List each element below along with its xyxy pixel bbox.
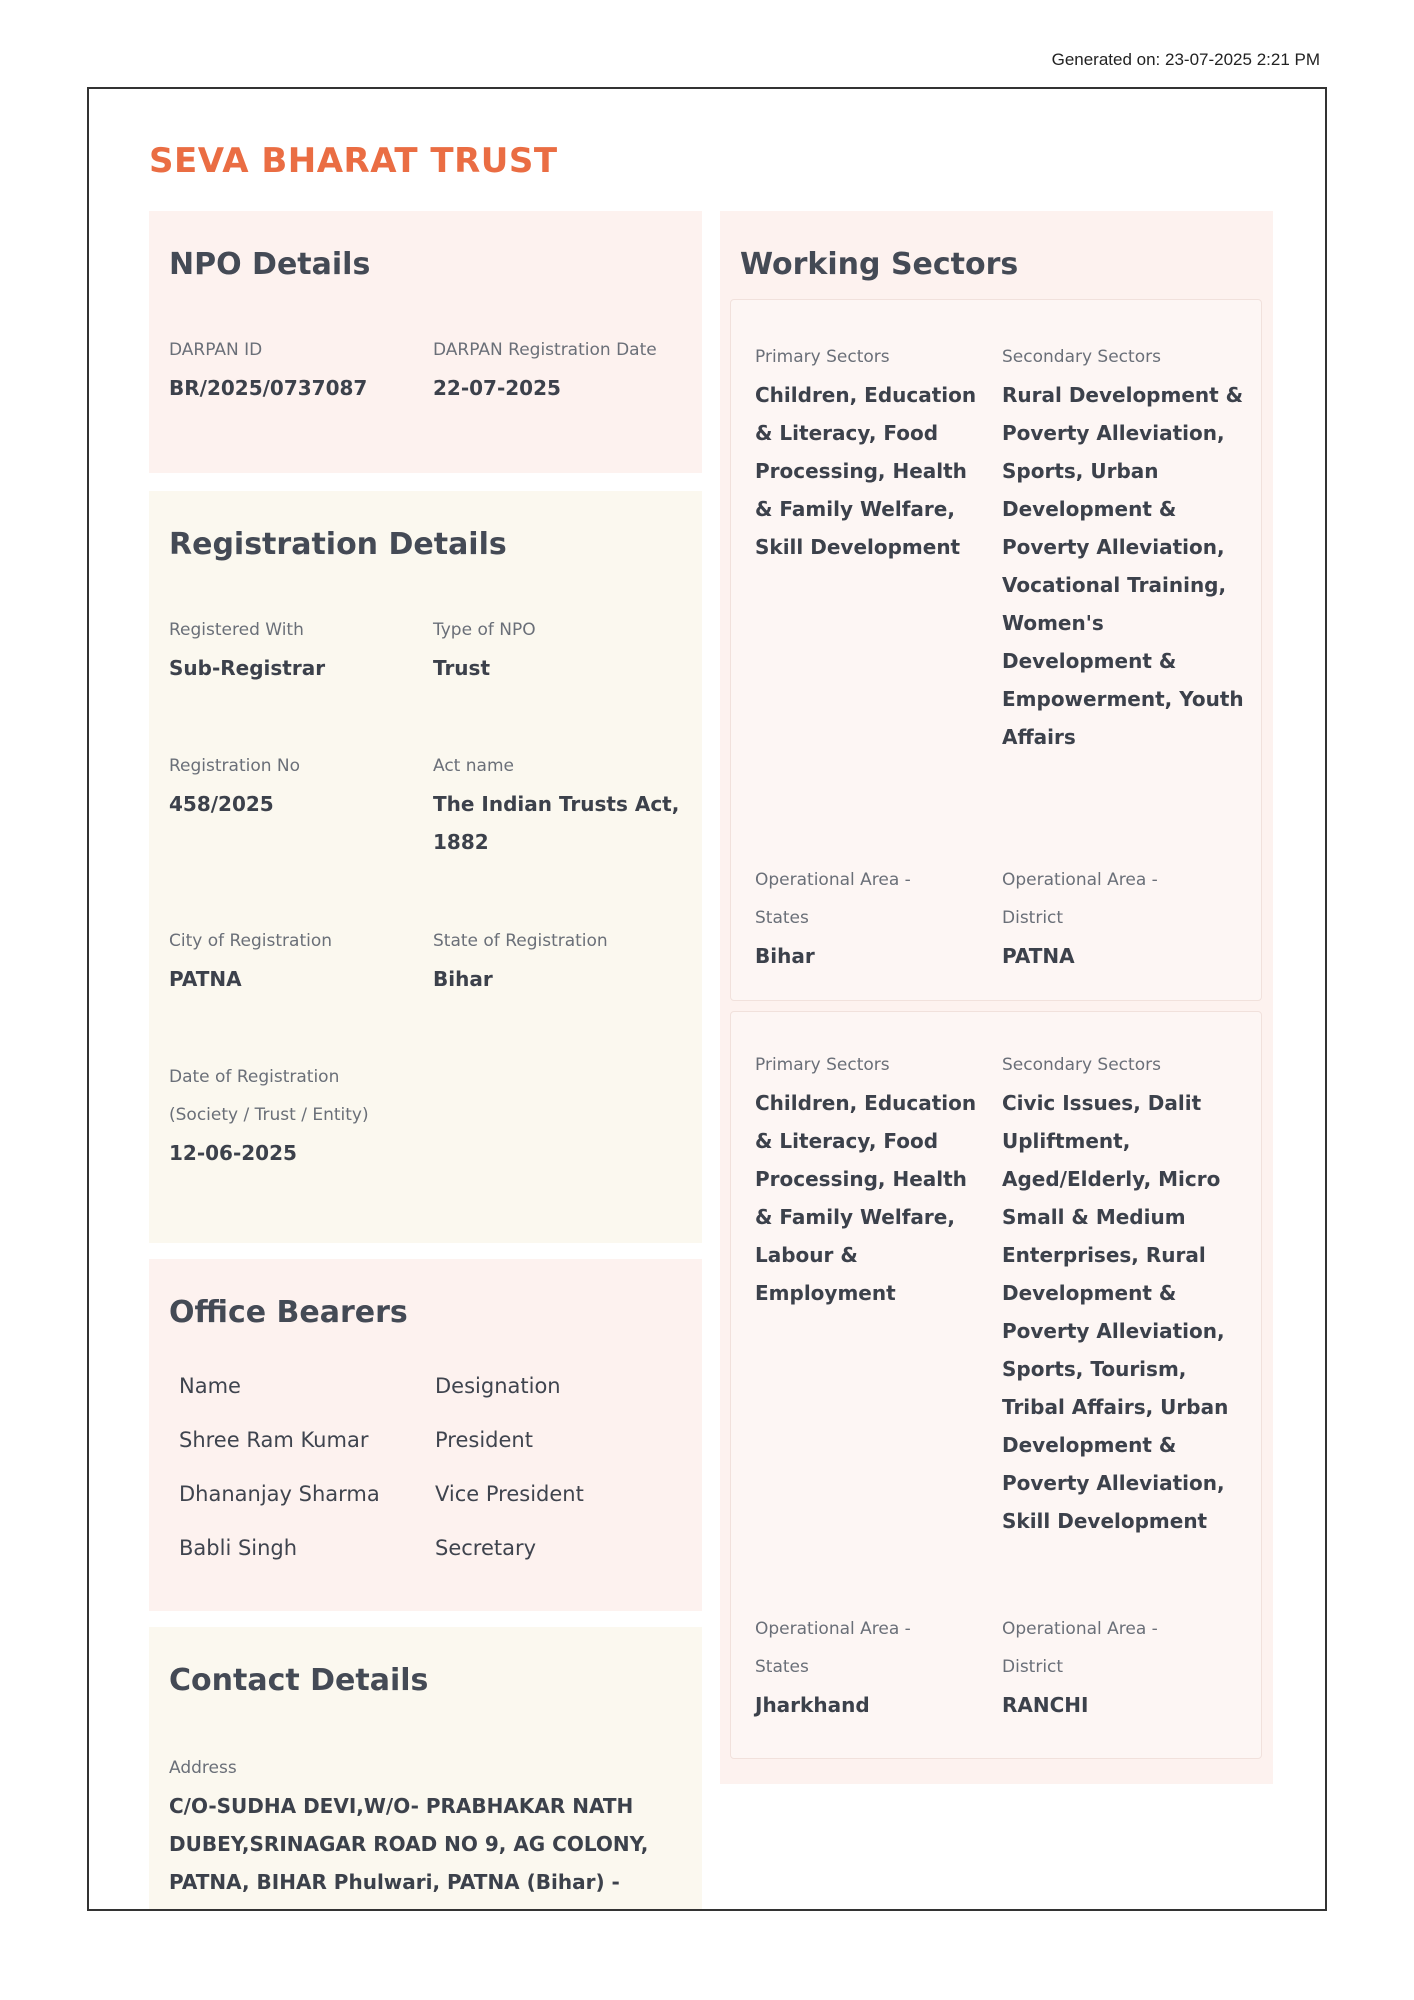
operational-states-label: Operational Area - States <box>755 1619 911 1677</box>
darpan-reg-date-label: DARPAN Registration Date <box>433 340 657 360</box>
operational-states-field <box>755 1610 955 1724</box>
city-of-registration-label: City of Registration <box>169 931 333 951</box>
sector-panel-2 <box>730 1011 1262 1759</box>
registration-no-field <box>169 747 409 823</box>
state-of-registration-label: State of Registration <box>433 931 608 951</box>
secondary-sectors-label: Secondary Sectors <box>1002 1055 1161 1075</box>
table-header-row <box>169 1359 584 1413</box>
address-label: Address <box>169 1758 237 1778</box>
working-sectors-title: Working Sectors <box>740 247 1019 282</box>
darpan-id-label: DARPAN ID <box>169 340 263 360</box>
npo-details-title: NPO Details <box>169 247 371 282</box>
registered-with-label: Registered With <box>169 620 304 640</box>
act-name-field <box>433 747 688 861</box>
contact-details-card <box>149 1627 702 1911</box>
primary-sectors-value: Children, Education & Literacy, Food Processing, Health & Family Welfare, Labour & Employment <box>755 1091 977 1305</box>
contact-details-title: Contact Details <box>169 1663 429 1698</box>
npo-type-label: Type of NPO <box>433 620 536 640</box>
npo-type-value: Trust <box>433 656 491 680</box>
generated-timestamp: Generated on: 23-07-2025 2:21 PM <box>1051 50 1320 69</box>
operational-district-value: PATNA <box>1002 944 1075 968</box>
table-row <box>169 1413 584 1467</box>
table-row <box>169 1467 584 1521</box>
trust-name: SEVA BHARAT TRUST <box>149 141 558 181</box>
npo-details-card <box>149 211 702 473</box>
operational-district-field <box>1002 861 1202 975</box>
address-field <box>169 1749 669 1901</box>
darpan-reg-date-field <box>433 331 683 407</box>
state-of-registration-field <box>433 922 683 998</box>
primary-sectors-field <box>755 1046 985 1312</box>
operational-states-value: Bihar <box>755 944 815 968</box>
registered-with-value: Sub-Registrar <box>169 656 326 680</box>
city-of-registration-value: PATNA <box>169 967 242 991</box>
designation-column-header: Designation <box>435 1374 561 1398</box>
city-of-registration-field <box>169 922 409 998</box>
office-bearers-card <box>149 1259 702 1611</box>
secondary-sectors-field <box>1002 1046 1247 1540</box>
bearer-name: Babli Singh <box>179 1536 298 1560</box>
npo-type-field <box>433 611 683 687</box>
document-frame <box>87 87 1327 1911</box>
primary-sectors-label: Primary Sectors <box>755 347 890 367</box>
date-of-registration-field <box>169 1058 409 1172</box>
darpan-id-value: BR/2025/0737087 <box>169 376 368 400</box>
address-value: C/O-SUDHA DEVI,W/O- PRABHAKAR NATH DUBEY,SRINAGAR ROAD NO 9, AG COLONY, PATNA, BIHAR Phulwari, PATNA (Bihar) - <box>169 1794 649 1894</box>
operational-district-label: Operational Area - District <box>1002 1619 1158 1677</box>
working-sectors-card <box>720 211 1273 1784</box>
darpan-reg-date-value: 22-07-2025 <box>433 376 561 400</box>
registration-details-card <box>149 491 702 1243</box>
operational-states-label: Operational Area - States <box>755 870 911 928</box>
state-of-registration-value: Bihar <box>433 967 493 991</box>
bearer-designation: Secretary <box>435 1536 537 1560</box>
secondary-sectors-value: Rural Development & Poverty Alleviation, Sports, Urban Development & Poverty Alleviation, Vocational Training, Women's Development & Empowerment, Youth Affairs <box>1002 383 1244 749</box>
secondary-sectors-field <box>1002 338 1247 756</box>
operational-district-label: Operational Area - District <box>1002 870 1158 928</box>
operational-district-field <box>1002 1610 1202 1724</box>
office-bearers-title: Office Bearers <box>169 1295 408 1330</box>
operational-states-field <box>755 861 955 975</box>
registration-details-title: Registration Details <box>169 527 507 562</box>
primary-sectors-label: Primary Sectors <box>755 1055 890 1075</box>
act-name-value: The Indian Trusts Act, 1882 <box>433 792 680 854</box>
bearer-name: Dhananjay Sharma <box>179 1482 380 1506</box>
date-of-registration-label: Date of Registration (Society / Trust / Entity) <box>169 1067 369 1125</box>
bearer-designation: Vice President <box>435 1482 584 1506</box>
operational-states-value: Jharkhand <box>755 1693 870 1717</box>
bearer-designation: President <box>435 1428 533 1452</box>
secondary-sectors-label: Secondary Sectors <box>1002 347 1161 367</box>
bearer-name: Shree Ram Kumar <box>179 1428 369 1452</box>
name-column-header: Name <box>179 1374 241 1398</box>
office-bearers-table <box>169 1359 584 1575</box>
registration-no-value: 458/2025 <box>169 792 274 816</box>
table-row <box>169 1521 584 1575</box>
date-of-registration-value: 12-06-2025 <box>169 1141 297 1165</box>
secondary-sectors-value: Civic Issues, Dalit Upliftment, Aged/Elderly, Micro Small & Medium Enterprises, Rural Development & Poverty Alleviation, Sports, Tourism, Tribal Affairs, Urban Development & Poverty Alleviation, Skill Development <box>1002 1091 1229 1533</box>
primary-sectors-field <box>755 338 985 566</box>
act-name-label: Act name <box>433 756 514 776</box>
darpan-id-field <box>169 331 409 407</box>
registration-no-label: Registration No <box>169 756 301 776</box>
registered-with-field <box>169 611 409 687</box>
primary-sectors-value: Children, Education & Literacy, Food Processing, Health & Family Welfare, Skill Development <box>755 383 977 559</box>
sector-panel-1 <box>730 299 1262 1001</box>
operational-district-value: RANCHI <box>1002 1693 1089 1717</box>
